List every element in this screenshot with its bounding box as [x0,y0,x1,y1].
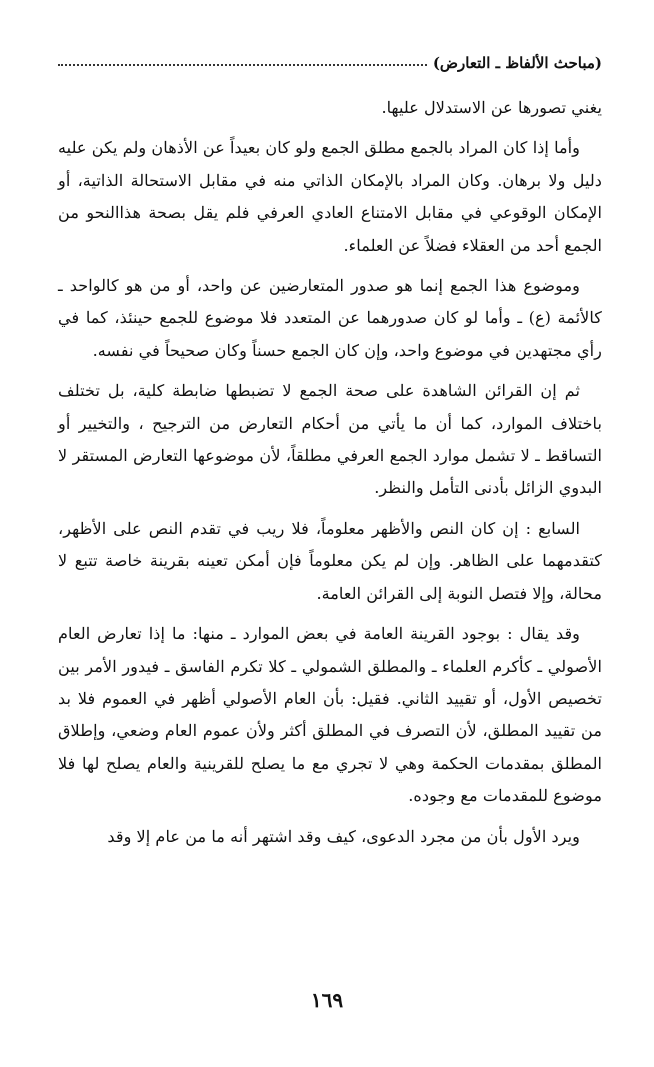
chapter-title: (مباحث الألفاظ ـ التعارض) [432,54,602,72]
paragraph: السابع : إن كان النص والأظهر معلوماً، فلا ريب في تقدم النص على الأظهر، كتقدمهما على الظاهر. وإن لم يكن معلوماً فإن أمكن تعينه بقرينة خاصة تتبع لا محالة، وإلا فتصل النوبة إلى القرائن العامة. [58,518,602,603]
paragraph: يغني تصورها عن الاستدلال عليها. [381,98,602,117]
paragraph: وموضوع هذا الجمع إنما هو صدور المتعارضين عن واحد، أو من هو كالواحد ـ كالأئمة (ع) ـ وأما لو كان صدورهما عن المتعدد فلا موضوع للجمع حينئذ، كما في رأي مجتهدين في موضوع واحد، وإن كان الجمع حسناً وكان صحيحاً في نفسه. [58,276,602,360]
body-text [58,92,602,861]
running-header [58,52,602,74]
paragraph: ثم إن القرائن الشاهدة على صحة الجمع لا تضبطها ضابطة كلية، بل تختلف باختلاف الموارد، كما أن ما يأتي من أحكام التعارض من الترجيح ، والتخيير أو التساقط ـ لا تشمل موارد الجمع العرفي مطلقاً، لأن موضوعها التعارض المستقر لا البدوي الزائل بأدنى التأمل والنظر. [58,381,602,498]
paragraph: وأما إذا كان المراد بالجمع مطلق الجمع ولو كان بعيداً عن الأذهان ولم يكن عليه دليل ولا برهان. وكان المراد بالإمكان الذاتي منه في مقابل الاستحالة الذاتية، أو الإمكان الوقوعي في مقابل الامتناع العادي العرفي فلم يقل بصحة هذاالنحو من الجمع أحد من العقلاء فضلاً عن العلماء. [58,138,602,255]
dotted-leader [58,64,427,66]
paragraph: وقد يقال : بوجود القرينة العامة في بعض الموارد ـ منها: ما إذا تعارض العام الأصولي ـ كأكرم العلماء ـ والمطلق الشمولي ـ كلا تكرم الفاسق ـ فيدور الأمر بين تخصيص الأول، أو تقييد الثاني. فقيل: بأن العام الأصولي أظهر في العموم فلا بد من تقييد المطلق، لأن التصرف في المطلق أكثر ولأن عموم العام وضعي، وإطلاق المطلق بمقدمات الحكمة وهي لا تجري مع ما يصلح للقرينية والعام يصلح لها فلا موضوع للمقدمات مع وجوده. [58,624,602,806]
paragraph: ويرد الأول بأن من مجرد الدعوى، كيف وقد اشتهر أنه ما من عام إلا وقد [107,826,580,846]
page-number: ١٦٩ [310,988,344,1012]
